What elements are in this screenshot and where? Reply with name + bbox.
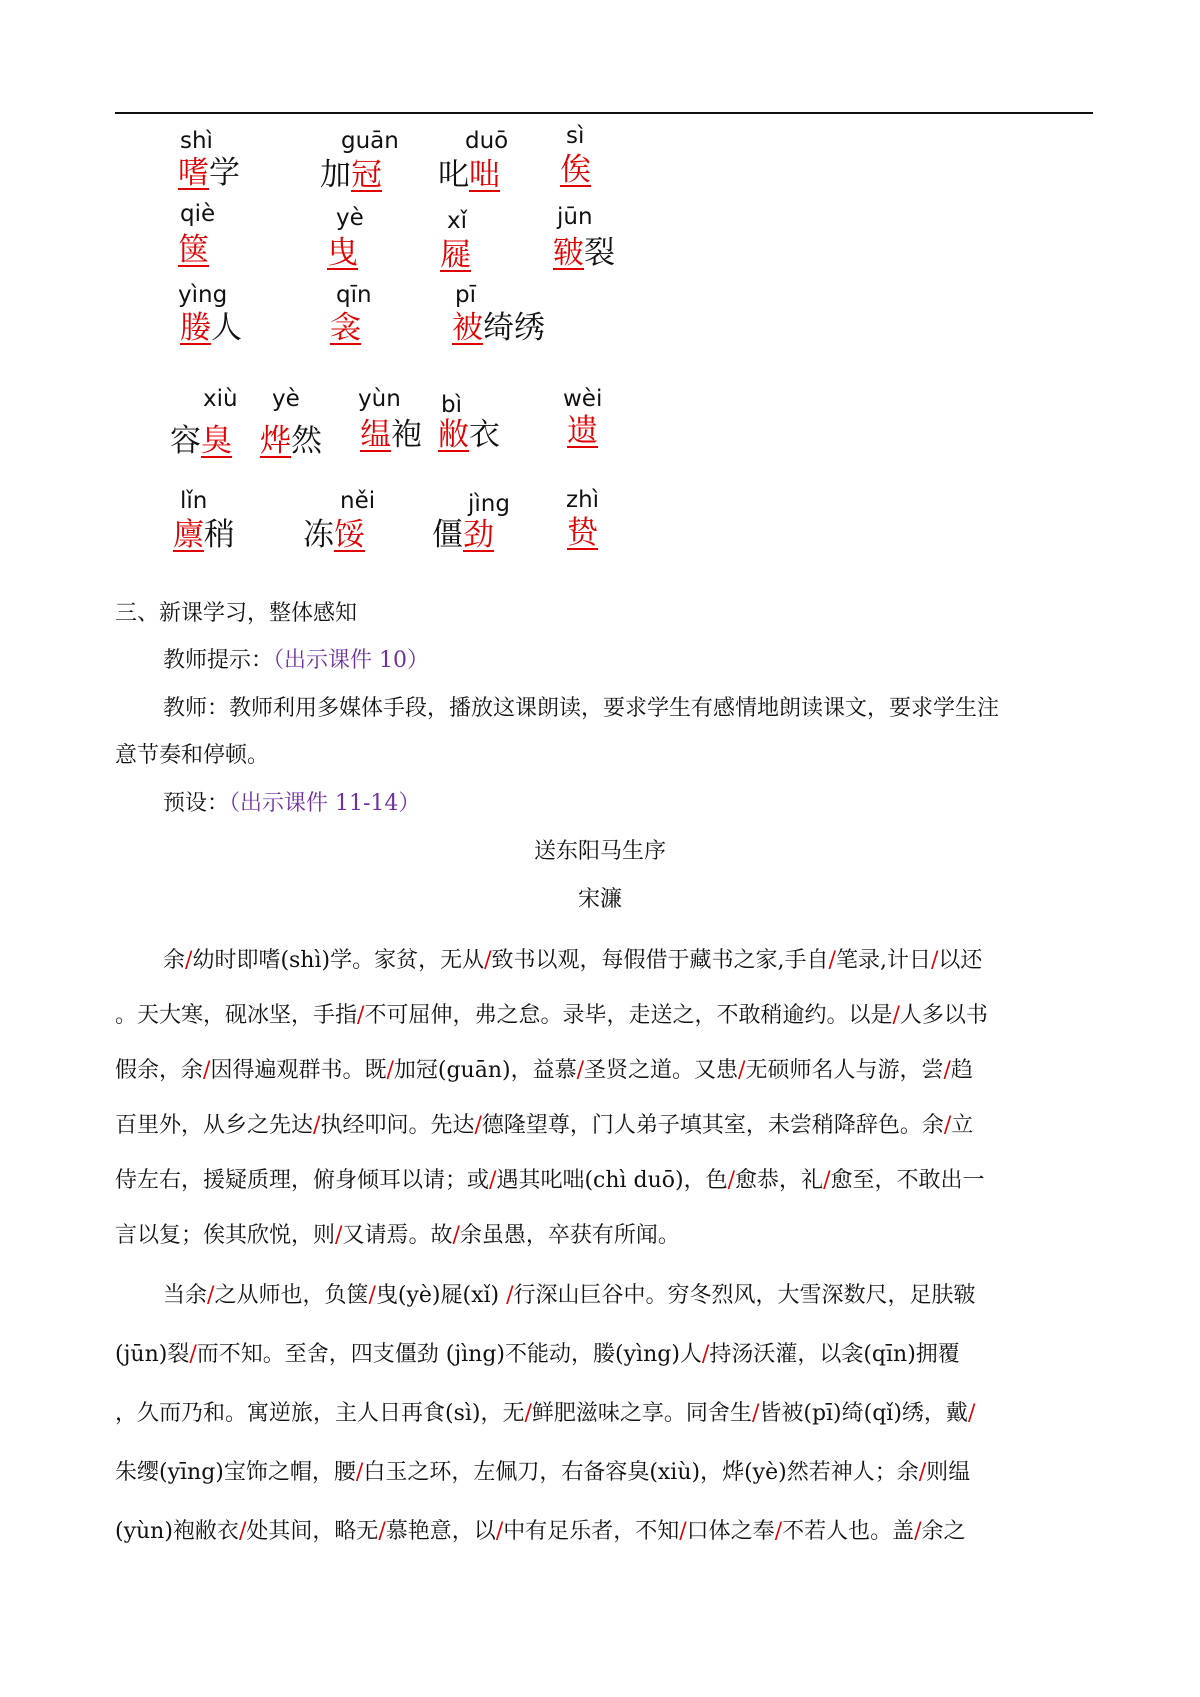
vocab-char: 僵 [432,517,463,553]
vocab-word [438,157,500,193]
pause-mark: / [386,1058,394,1083]
vocab-char-highlight: 遗 [567,413,598,449]
pause-mark: / [967,1401,976,1426]
pause-mark: / [701,1342,710,1367]
pause-mark: / [489,1168,497,1193]
vocab-word [303,517,365,553]
vocab-char-highlight: 曳 [327,235,358,271]
vocab-pinyin: wèi [563,386,603,412]
vocab-char-highlight: 被 [452,310,483,346]
passage-line: (yùn)袍敝衣/处其间，略无/慕艳意，以/中有足乐者，不知/口体之奉/不若人也。盖/余之 [115,1519,966,1544]
vocab-word [432,517,494,553]
preset-label: 预设： [163,791,230,816]
vocab-word [560,152,591,188]
passage-line: 当余/之从师也，负箧/曳(yè)屣(xǐ) /行深山巨谷中。穷冬烈风，大雪深数尺，足肤皲 [163,1283,976,1308]
vocab-pinyin: guān [341,128,399,154]
pause-mark: / [918,1460,927,1485]
vocab-char-highlight: 馁 [334,517,365,553]
vocab-char-highlight: 臭 [201,423,232,459]
pause-mark: / [189,1342,197,1367]
vocab-pinyin: něi [340,488,376,514]
vocab-char: 袍 [391,417,422,453]
vocab-char: 容 [170,423,201,459]
vocab-char: 然 [291,423,322,459]
vocab-pinyin: yìng [178,282,228,308]
vocab-char-highlight: 媵 [180,310,211,346]
preset [163,793,420,815]
pause-mark: / [357,1003,365,1028]
pause-mark: / [679,1519,687,1544]
pause-mark: / [943,1058,951,1083]
pause-mark: / [484,948,492,973]
passage-line: 侍左右，援疑质理，俯身倾耳以请；或/遇其叱咄(chì duō)，色/愈恭，礼/愈至，不敢出一 [115,1168,985,1193]
section-heading: 三、新课学习，整体感知 [115,601,358,626]
vocab-char-highlight: 廪 [173,517,204,553]
vocab-word [327,235,358,271]
pause-mark: / [774,1519,783,1544]
teacher-hint-label: 教师提示： [163,648,274,673]
vocab-char: 人 [211,310,242,346]
passage-line: ，久而乃和。寓逆旅，主人日再食(sì)，无/鲜肥滋味之享。同舍生/皆被(pī)绮(qǐ)绣，戴/ [115,1401,976,1426]
pause-mark: / [727,1168,736,1193]
vocab-pinyin: yùn [358,386,401,412]
vocab-char-highlight: 咄 [469,157,500,193]
vocab-char-highlight: 缊 [360,417,391,453]
pause-mark: / [185,948,193,973]
vocab-char: 加 [320,157,351,193]
vocab-word [180,310,242,346]
vocab-word [260,423,322,459]
vocab-char: 衣 [469,417,500,453]
vocab-char-highlight: 嗜 [178,155,209,191]
vocab-word [567,515,598,551]
passage-line: (jūn)裂/而不知。至舍，四支僵劲 (jìng)不能动，媵(yìng)人/持汤沃灌，以衾(qīn)拥覆 [115,1342,960,1367]
pause-mark: / [203,1058,211,1083]
vocab-pinyin: duō [465,128,509,154]
pause-mark: / [828,948,836,973]
preset-ref: （出示课件 11-14） [229,791,421,816]
vocab-char-highlight: 俟 [560,152,591,188]
vocab-char: 学 [209,155,240,191]
vocab-pinyin: qīn [336,282,372,308]
passage-line: 言以复；俟其欣悦，则/又请焉。故/余虽愚，卒获有所闻。 [115,1223,680,1248]
vocab-pinyin: bì [441,392,462,418]
pause-mark: / [355,1460,364,1485]
vocab-word [320,157,382,193]
passage-line: 余/幼时即嗜(shì)学。家贫，无从/致书以观，每假借于藏书之家,手自/笔录,计日/以还 [163,948,983,973]
pause-mark: / [495,1519,504,1544]
vocab-word [440,237,471,273]
pause-mark: / [452,1223,460,1248]
vocab-pinyin: yè [336,205,364,231]
pause-mark: / [943,1113,952,1138]
vocab-char-highlight: 劲 [463,517,494,553]
teacher-hint [163,650,429,672]
passage-line: 朱缨(yīng)宝饰之帽，腰/白玉之环，左佩刀，右备容臭(xiù)，烨(yè)然若神人；余/则缊 [115,1460,971,1485]
vocab-char-highlight: 冠 [351,157,382,193]
pause-mark: / [892,1003,900,1028]
teacher-line: 教师：教师利用多媒体手段，播放这课朗读，要求学生有感情地朗读课文，要求学生注 [163,696,1000,721]
pause-mark: / [506,1283,514,1308]
pause-mark: / [238,1519,247,1544]
vocab-char: 叱 [438,157,469,193]
pause-mark: / [474,1113,482,1138]
pause-mark: / [313,1113,321,1138]
pause-mark: / [738,1058,746,1083]
vocab-word [360,417,422,453]
vocab-word [178,155,240,191]
vocab-char: 裂 [584,235,615,271]
vocab-word [170,423,232,459]
pause-mark: / [576,1058,585,1083]
text-author: 宋濂 [577,887,622,912]
pause-mark: / [914,1519,922,1544]
vocab-pinyin: yè [272,386,300,412]
vocab-pinyin: jìng [468,491,510,517]
vocab-word [452,310,545,346]
vocab-char-highlight: 衾 [330,310,361,346]
vocab-char: 冻 [303,517,334,553]
passage-line: 百里外，从乡之先达/执经叩问。先达/德隆望尊，门人弟子填其室，未尝稍降辞色。余/立 [115,1113,974,1138]
vocab-char-highlight: 烨 [260,423,291,459]
text-title: 送东阳马生序 [533,839,666,864]
vocab-word [438,417,500,453]
vocab-pinyin: zhì [566,487,600,513]
vocab-char-highlight: 箧 [178,232,209,268]
teacher-hint-ref: （出示课件 10） [273,648,430,673]
vocab-char-highlight: 皲 [553,235,584,271]
vocab-pinyin: pī [455,282,476,308]
pause-mark: / [378,1519,386,1544]
passage-line: 假余，余/因得遍观群书。既/加冠(guān)，益慕/圣贤之道。又患/无硕师名人与游，尝/趋 [115,1058,973,1083]
vocab-word [553,235,615,271]
vocab-char-highlight: 敝 [438,417,469,453]
vocab-pinyin: jūn [557,204,593,230]
pause-mark: / [207,1283,215,1308]
pause-mark: / [930,948,939,973]
passage-line: 。天大寒，砚冰坚，手指/不可屈伸，弗之怠。录毕，走送之，不敢稍逾约。以是/人多以书 [115,1003,988,1028]
vocab-word [173,517,235,553]
vocab-word [567,413,598,449]
vocab-char-highlight: 屣 [440,237,471,273]
vocab-pinyin: xiù [203,386,238,412]
pause-mark: / [368,1283,376,1308]
vocab-char-highlight: 贽 [567,515,598,551]
vocab-pinyin: sì [566,123,585,149]
vocab-word [330,310,361,346]
pause-mark: / [524,1401,532,1426]
vocab-pinyin: xǐ [447,208,468,234]
vocab-word [178,232,209,268]
top-rule [115,112,1093,114]
pause-mark: / [335,1223,343,1248]
pause-mark: / [751,1401,760,1426]
pause-mark: / [823,1168,831,1193]
vocab-char: 绮绣 [483,310,545,346]
vocab-pinyin: shì [180,128,213,154]
vocab-pinyin: qiè [180,201,216,227]
vocab-pinyin: lǐn [180,488,208,514]
teacher-line: 意节奏和停顿。 [115,743,270,768]
vocab-char: 稍 [204,517,235,553]
